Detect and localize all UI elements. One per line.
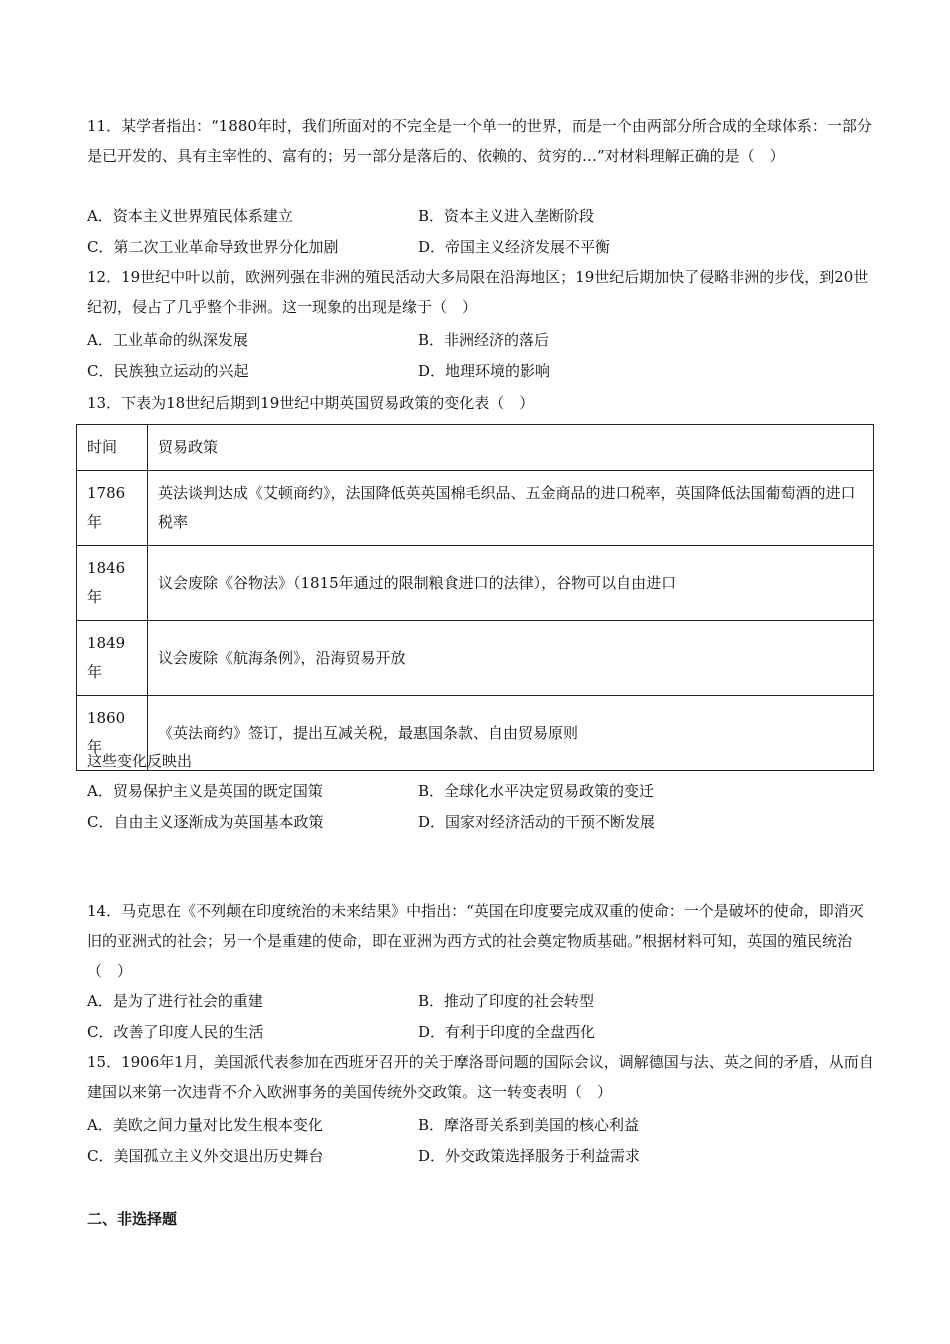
q14-stem: 14．马克思在《不列颠在印度统治的未来结果》中指出：“英国在印度要完成双重的使命：一个是破坏的使命，即消灭旧的亚洲式的社会；另一个是重建的使命，即在亚洲为西方式的社会奠定物质基础。”根据材料可知，英国的殖民统治（ ） xyxy=(87,902,864,980)
q15-option-a: A．美欧之间力量对比发生根本变化 xyxy=(87,1116,323,1134)
table-cell-policy: 议会废除《谷物法》（1815年通过的限制粮食进口的法律），谷物可以自由进口 xyxy=(148,546,874,621)
q11-option-d: D．帝国主义经济发展不平衡 xyxy=(418,238,611,256)
q14-option-d: D．有利于印度的全盘西化 xyxy=(418,1023,596,1041)
q12-stem: 12．19世纪中叶以前，欧洲列强在非洲的殖民活动大多局限在沿海地区；19世纪后期加快了侵略非洲的步伐，到20世纪初，侵占了几乎整个非洲。这一现象的出现是缘于（ ） xyxy=(87,268,869,316)
table-cell-policy: 议会废除《航海条例》，沿海贸易开放 xyxy=(148,621,874,696)
q13-follow-text: 这些变化反映出 xyxy=(87,752,193,770)
q14-option-b: B．推动了印度的社会转型 xyxy=(418,992,595,1010)
trade-policy-table xyxy=(76,424,874,771)
q14-option-a: A．是为了进行社会的重建 xyxy=(87,992,263,1010)
q14-option-c: C．改善了印度人民的生活 xyxy=(87,1023,264,1041)
q11-option-b: B．资本主义进入垄断阶段 xyxy=(418,207,595,225)
q11-option-a: A．资本主义世界殖民体系建立 xyxy=(87,207,293,225)
table-header-row xyxy=(77,425,874,471)
table-row xyxy=(77,696,874,771)
q12-option-d: D．地理环境的影响 xyxy=(418,362,551,380)
table-row xyxy=(77,471,874,546)
table-header-time: 时间 xyxy=(77,425,148,471)
q15-stem: 15．1906年1月，美国派代表参加在西班牙召开的关于摩洛哥问题的国际会议，调解德国与法、英之间的矛盾，从而自建国以来第一次违背不介入欧洲事务的美国传统外交政策。这一转变表明（ ） xyxy=(87,1053,874,1101)
q12-option-b: B．非洲经济的落后 xyxy=(418,331,550,349)
q13-option-b: B．全球化水平决定贸易政策的变迁 xyxy=(418,782,655,800)
table-cell-year: 1860年 xyxy=(77,696,148,771)
q13-option-d: D．国家对经济活动的干预不断发展 xyxy=(418,813,656,831)
table-cell-year: 1846年 xyxy=(77,546,148,621)
table-cell-year: 1849年 xyxy=(77,621,148,696)
table-header-policy: 贸易政策 xyxy=(148,425,874,471)
section-heading: 二、非选择题 xyxy=(87,1210,178,1228)
q15-option-c: C．美国孤立主义外交退出历史舞台 xyxy=(87,1147,324,1165)
q12-option-c: C．民族独立运动的兴起 xyxy=(87,362,249,380)
table-row xyxy=(77,621,874,696)
q15-option-b: B．摩洛哥关系到美国的核心利益 xyxy=(418,1116,640,1134)
q13-option-a: A．贸易保护主义是英国的既定国策 xyxy=(87,782,323,800)
q13-option-c: C．自由主义逐渐成为英国基本政策 xyxy=(87,813,324,831)
table-cell-policy: 英法谈判达成《艾顿商约》，法国降低英英国棉毛织品、五金商品的进口税率，英国降低法国葡萄酒的进口税率 xyxy=(148,471,874,546)
table-cell-policy: 《英法商约》签订，提出互减关税，最惠国条款、自由贸易原则 xyxy=(148,696,874,771)
q11-stem: 11．某学者指出：“1880年时，我们所面对的不完全是一个单一的世界，而是一个由两部分所合成的全球体系：一部分是已开发的、具有主宰性的、富有的；另一部分是落后的、依赖的、贫穷的…”对材料理解正确的是（ ） xyxy=(87,117,872,165)
table-row xyxy=(77,546,874,621)
table-cell-year: 1786年 xyxy=(77,471,148,546)
q13-stem: 13．下表为18世纪后期到19世纪中期英国贸易政策的变化表（ ） xyxy=(87,394,535,412)
q11-option-c: C．第二次工业革命导致世界分化加剧 xyxy=(87,238,339,256)
q15-option-d: D．外交政策选择服务于利益需求 xyxy=(418,1147,641,1165)
q12-option-a: A．工业革命的纵深发展 xyxy=(87,331,248,349)
